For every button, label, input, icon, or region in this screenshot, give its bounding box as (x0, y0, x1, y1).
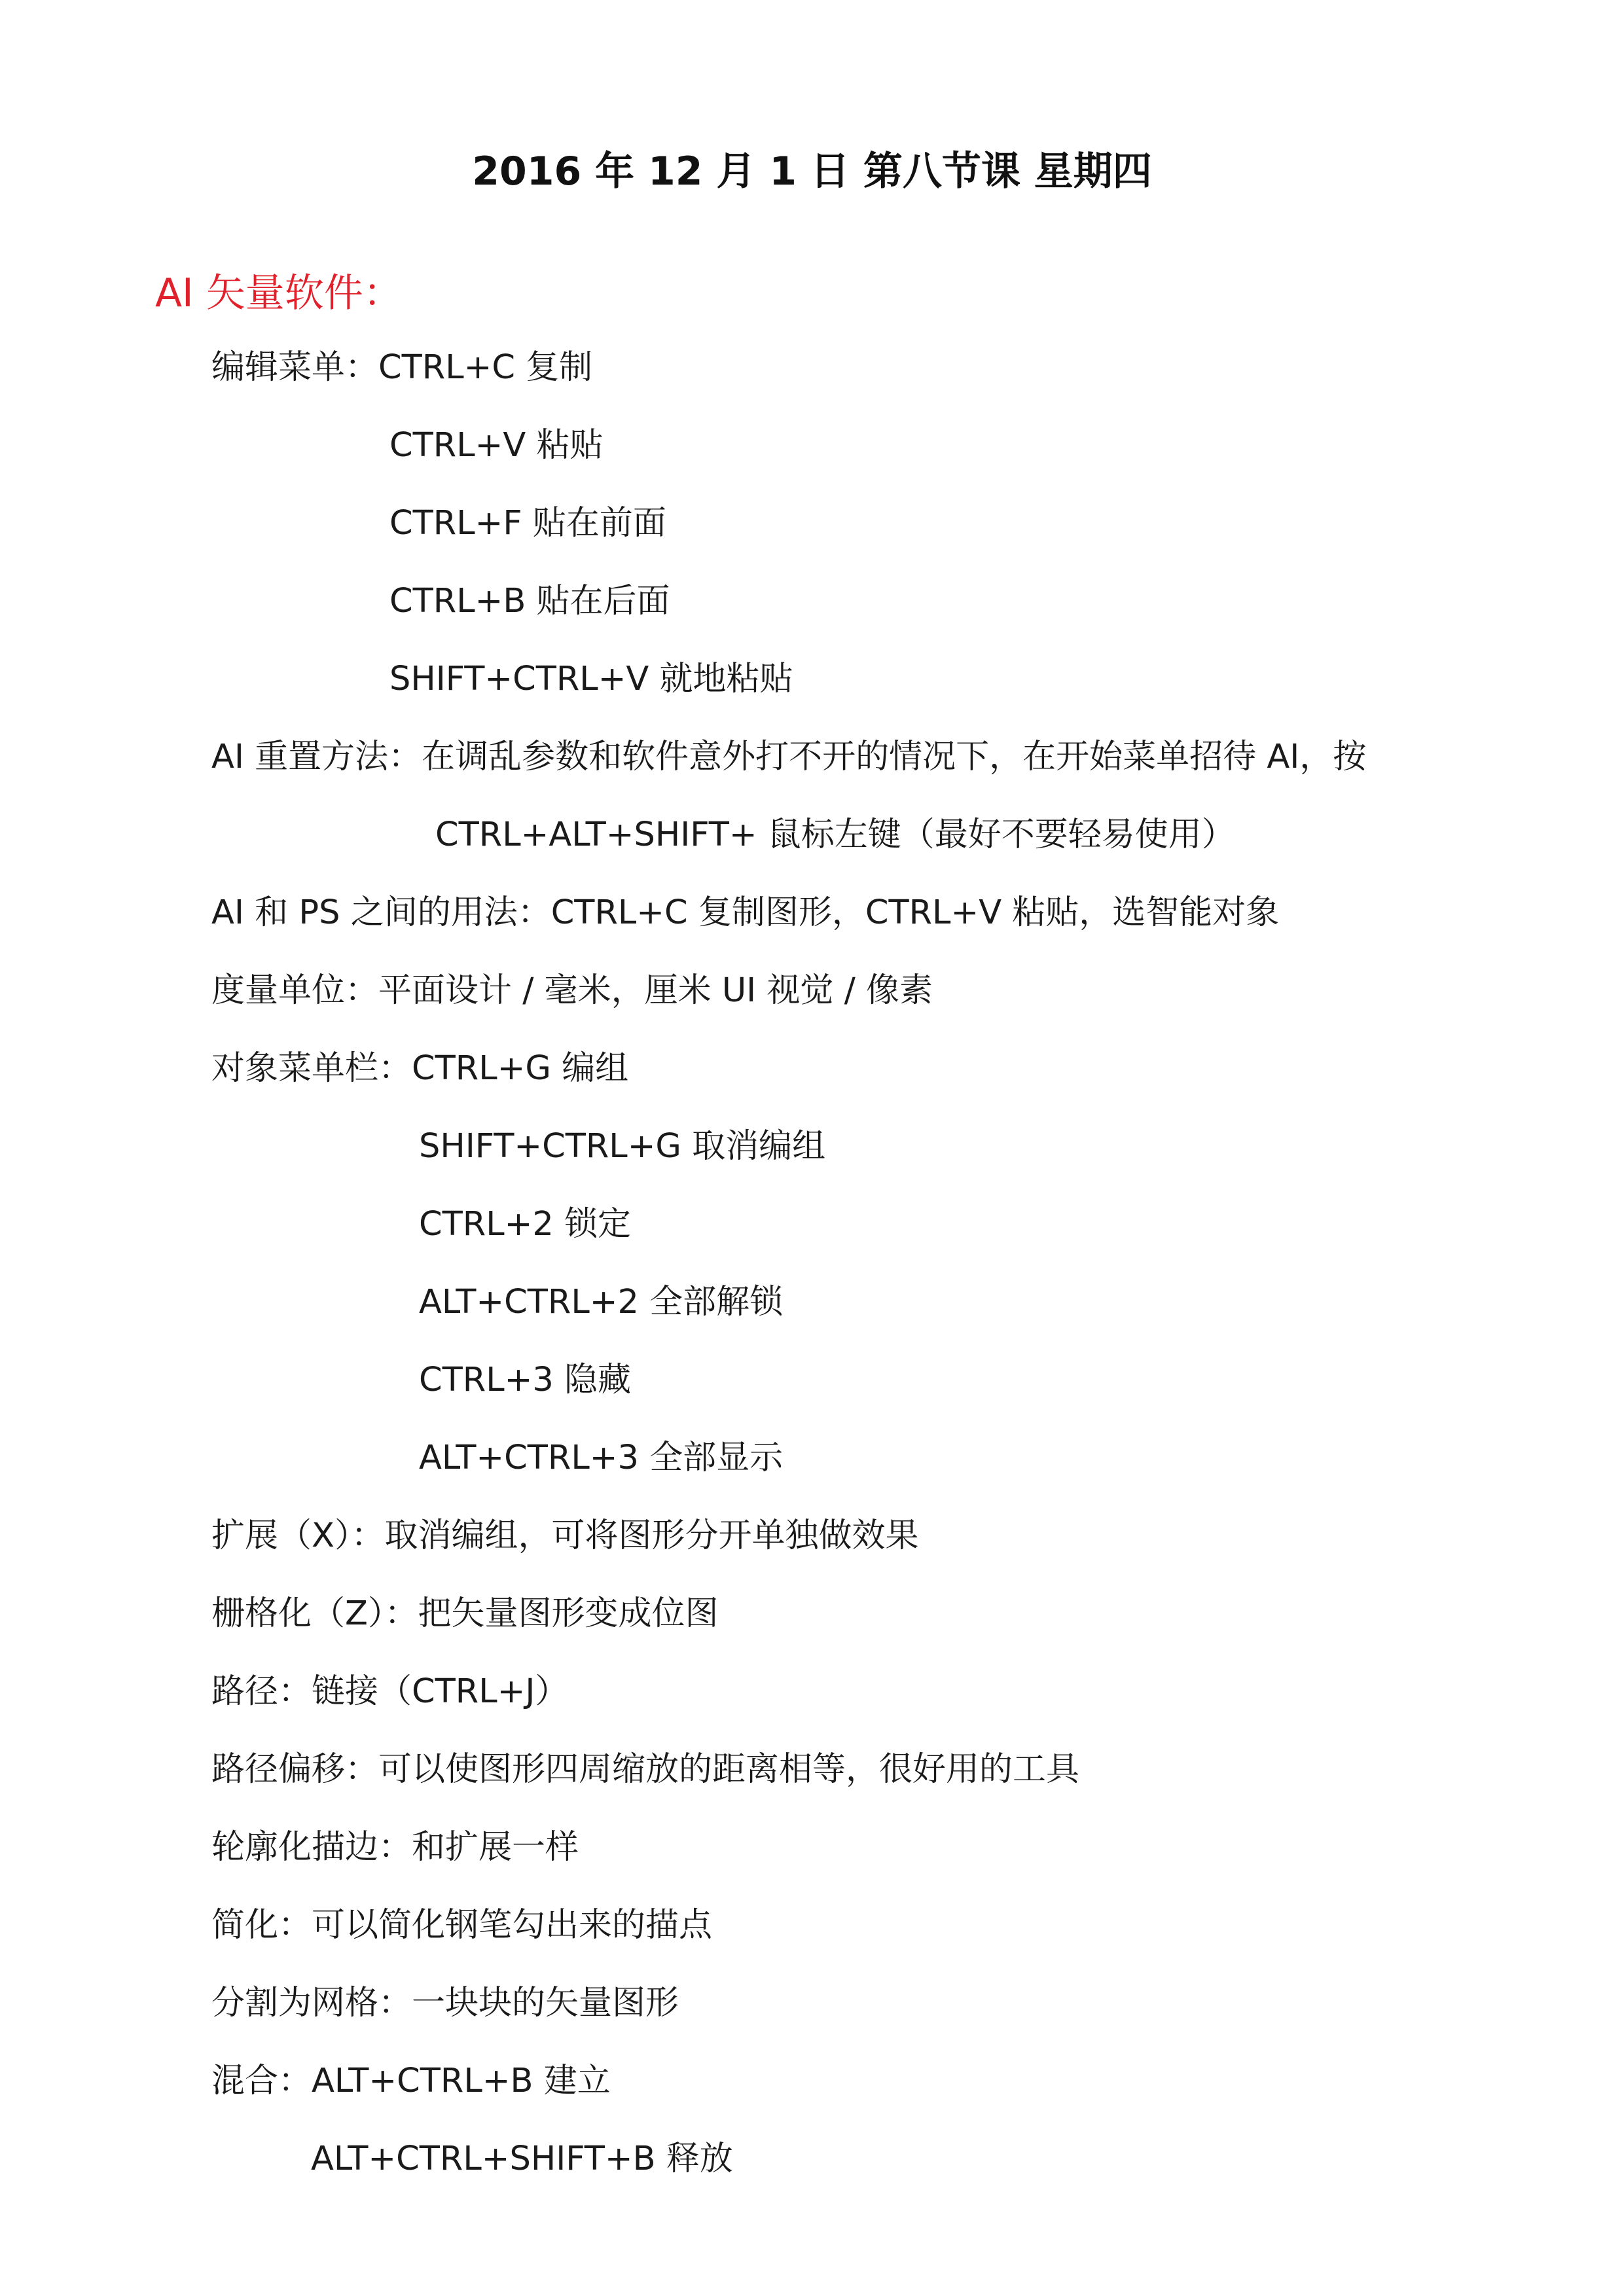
text-line-ctrl-v: CTRL+V 粘贴 (389, 426, 604, 465)
text-line-ungroup: SHIFT+CTRL+G 取消编组 (419, 1127, 826, 1166)
text-line-hide: CTRL+3 隐藏 (419, 1361, 632, 1399)
text-line-path-join: 路径：链接（CTRL+J） (211, 1672, 569, 1711)
text-line-blend-make: 混合：ALT+CTRL+B 建立 (211, 2062, 611, 2100)
text-line-object-menu: 对象菜单栏：CTRL+G 编组 (211, 1049, 629, 1088)
text-line-units: 度量单位：平面设计 / 毫米，厘米 UI 视觉 / 像素 (211, 971, 933, 1010)
text-line-shift-ctrl-v: SHIFT+CTRL+V 就地粘贴 (389, 660, 793, 698)
text-line-rasterize: 栅格化（Z）：把矢量图形变成位图 (211, 1594, 719, 1633)
text-line-blend-release: ALT+CTRL+SHIFT+B 释放 (311, 2140, 733, 2178)
text-line-lock: CTRL+2 锁定 (419, 1205, 632, 1244)
text-line-expand: 扩展（X）：取消编组，可将图形分开单独做效果 (211, 1516, 919, 1555)
text-line-ctrl-b: CTRL+B 贴在后面 (389, 582, 670, 620)
text-line-ai-ps-usage: AI 和 PS 之间的用法：CTRL+C 复制图形，CTRL+V 粘贴，选智能对象 (211, 893, 1280, 932)
text-line-unlock-all: ALT+CTRL+2 全部解锁 (419, 1283, 784, 1321)
text-line-edit-menu: 编辑菜单：CTRL+C 复制 (211, 348, 593, 387)
text-line-offset-path: 路径偏移：可以使图形四周缩放的距离相等，很好用的工具 (211, 1750, 1080, 1789)
text-line-ai-reset-keys: CTRL+ALT+SHIFT+ 鼠标左键（最好不要轻易使用） (435, 816, 1235, 854)
text-line-simplify: 简化：可以简化钢笔勾出来的描点 (211, 1906, 713, 1945)
page-title: 2016 年 12 月 1 日 第八节课 星期四 (472, 149, 1152, 194)
text-line-split-grid: 分割为网格：一块块的矢量图形 (211, 1984, 679, 2022)
text-line-outline-stroke: 轮廓化描边：和扩展一样 (211, 1828, 579, 1867)
text-line-ctrl-f: CTRL+F 贴在前面 (389, 504, 666, 543)
text-line-ai-reset: AI 重置方法：在调乱参数和软件意外打不开的情况下，在开始菜单招待 AI，按 (211, 738, 1367, 776)
section-heading: AI 矢量软件： (155, 270, 403, 316)
text-line-show-all: ALT+CTRL+3 全部显示 (419, 1439, 784, 1477)
